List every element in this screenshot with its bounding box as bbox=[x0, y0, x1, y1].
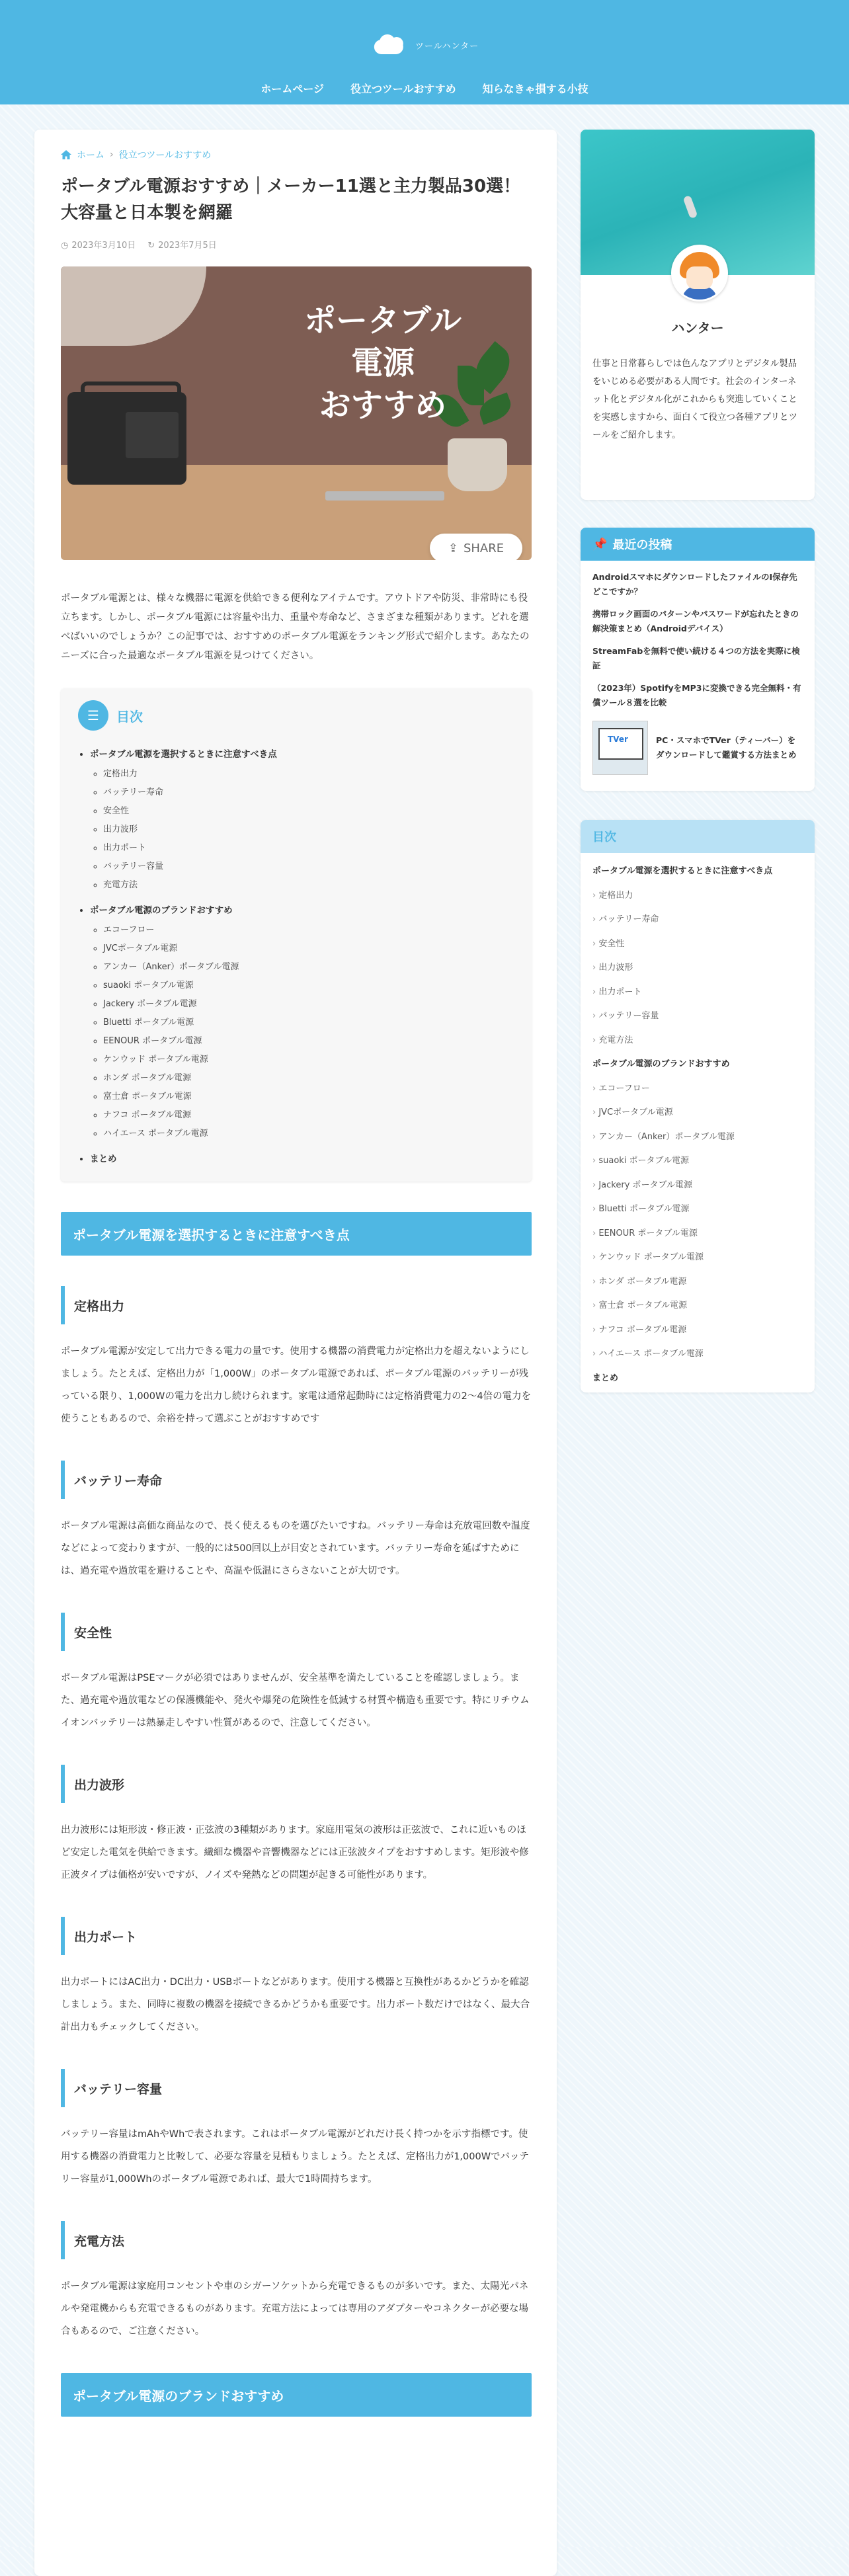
nav-item-tips[interactable]: 知らなきゃ損する小技 bbox=[482, 83, 588, 95]
toc-subitem[interactable]: ◦ Bluetti ポータブル電源 bbox=[103, 1014, 514, 1032]
paragraph: 出力波形には矩形波・修正波・正弦波の3種類があります。家庭用電気の波形は正弦波で、これに近いものほど安定した電気を供給できます。繊細な機器や音響機器などには正弦波タイプをおすすめします。矩形波や修正波タイプは価格が安いですが、ノイズや発熱などの問題が起きる可能性があります。 bbox=[61, 1825, 529, 1880]
toc-title: 目次 bbox=[116, 708, 143, 725]
toc-item[interactable]: • ポータブル電源のブランドおすすめ ◦ エコーフロー ◦ JVCポータブル電源 ◦ アンカー（Anker）ポータブル電源 ◦ suaoki ポータブル電源 ◦ Jackery ポータブル電源 ◦ Bluetti ポータブル電源 ◦ EENOUR ポータブル電源 ◦ ケンウッド ポータブル電源 ◦ ホンダ ポータブル電源 ◦ 富士倉 ポータブル電源 ◦ ナフコ ポータブル電源 ◦ ハイエース ポータブル電源 bbox=[90, 901, 514, 1143]
profile-widget bbox=[581, 130, 815, 500]
hero-caption: ポータブル 電源 おすすめ bbox=[303, 302, 462, 424]
breadcrumb bbox=[61, 148, 532, 161]
toc-item[interactable]: • まとめ bbox=[90, 1150, 514, 1168]
toc-subitem[interactable]: ◦ 定格出力 bbox=[103, 765, 514, 784]
post-dates bbox=[61, 238, 532, 251]
toc-subitem[interactable]: ◦ ハイエース ポータブル電源 bbox=[103, 1125, 514, 1143]
toc-subitem[interactable]: ◦ エコーフロー bbox=[103, 921, 514, 940]
toc-subitem[interactable]: ◦ バッテリー容量 bbox=[103, 858, 514, 876]
paragraph: バッテリー容量はmAhやWhで表されます。これはポータブル電源がどれだけ長く持つかを示す指標です。使用する機器の消費電力と比較して、必要な容量を見積もりましょう。たとえば、定格出力が1,000Wでバッテリー容量が1,000Whのポータブル電源であれば、最大で1時間持ちます。 bbox=[61, 2129, 530, 2185]
sidebar-toc-item[interactable]: ポータブル電源を選択するときに注意すべき点 bbox=[592, 866, 773, 876]
paragraph: ポータブル電源は高価な商品なので、長く使えるものを選びたいですね。バッテリー寿命は充放電回数や温度などによって変わりますが、一般的には500回以上が目安とされています。バッテリー寿命を延ばすためには、過充電や過放電を避けることや、高温や低温にさらさないことが大切です。 bbox=[61, 1521, 530, 1576]
site-header bbox=[0, 0, 849, 104]
sidebar-toc-subitem[interactable]: › JVCポータブル電源 bbox=[592, 1101, 803, 1125]
share-icon: ⇪ bbox=[448, 541, 458, 555]
toc-subitem[interactable]: ◦ 出力波形 bbox=[103, 821, 514, 839]
sidebar-toc-subitem[interactable]: › 出力波形 bbox=[592, 956, 803, 981]
subsection-heading: 定格出力 bbox=[61, 1286, 532, 1324]
sidebar-toc-subitem[interactable]: › ナフコ ポータブル電源 bbox=[592, 1318, 803, 1343]
recent-post-link[interactable]: StreamFabを無料で使い続ける４つの方法を実際に検証 bbox=[592, 646, 800, 670]
sidebar-toc-subitem[interactable]: › バッテリー容量 bbox=[592, 1004, 803, 1029]
toc-item[interactable]: • ポータブル電源を選択するときに注意すべき点 ◦ 定格出力 ◦ バッテリー寿命 ◦ 安全性 ◦ 出力波形 ◦ 出力ポート ◦ バッテリー容量 ◦ 充電方法 bbox=[90, 745, 514, 895]
chevron-right-icon: › bbox=[110, 149, 114, 160]
home-icon bbox=[61, 150, 71, 159]
recent-post-link[interactable] bbox=[592, 714, 803, 782]
recent-post-title: PC・スマホでTVer（ティーバー）をダウンロードして鑑賞する方法まとめ bbox=[656, 735, 797, 760]
site-logo[interactable] bbox=[370, 33, 479, 57]
article-card bbox=[34, 130, 557, 2576]
nav-item-tools[interactable]: 役立つツールおすすめ bbox=[350, 83, 456, 95]
share-button[interactable]: ⇪ SHARE bbox=[430, 534, 522, 560]
subsection-heading: バッテリー容量 bbox=[61, 2069, 532, 2107]
post-title: ポータブル電源おすすめ｜メーカー11選と主力製品30選！大容量と日本製を網羅 bbox=[61, 177, 521, 223]
section-heading: ポータブル電源を選択するときに注意すべき点 bbox=[61, 1212, 532, 1256]
sidebar-toc-subitem[interactable]: › 充電方法 bbox=[592, 1029, 803, 1053]
sidebar-toc-subitem[interactable]: › エコーフロー bbox=[592, 1077, 803, 1102]
toc-subitem[interactable]: ◦ EENOUR ポータブル電源 bbox=[103, 1032, 514, 1051]
sidebar-toc-subitem[interactable]: › 定格出力 bbox=[592, 884, 803, 908]
sidebar-toc-subitem[interactable]: › ハイエース ポータブル電源 bbox=[592, 1342, 803, 1367]
sidebar-toc-subitem[interactable]: › 富士倉 ポータブル電源 bbox=[592, 1294, 803, 1318]
subsection-heading: 出力ポート bbox=[61, 1917, 532, 1955]
recent-post-link[interactable]: （2023年）SpotifyをMP3に変換できる完全無料・有償ツール８選を比較 bbox=[592, 683, 801, 707]
sidebar-toc-subitem[interactable]: › ケンウッド ポータブル電源 bbox=[592, 1246, 803, 1270]
sidebar-toc-widget bbox=[581, 820, 815, 1392]
sidebar-toc-subitem[interactable]: › ホンダ ポータブル電源 bbox=[592, 1270, 803, 1295]
subsection-heading: 出力波形 bbox=[61, 1765, 532, 1803]
sidebar-toc-item[interactable]: ポータブル電源のブランドおすすめ bbox=[592, 1059, 730, 1069]
toc-subitem[interactable]: ◦ suaoki ポータブル電源 bbox=[103, 977, 514, 995]
paragraph: ポータブル電源は家庭用コンセントや車のシガーソケットから充電できるものが多いです。また、太陽光パネルや発電機からも充電できるものがあります。充電方法によっては専用のアダプターやコネクターが必要な場合もあるので、ご注意ください。 bbox=[61, 2281, 529, 2337]
toc-subitem[interactable]: ◦ ケンウッド ポータブル電源 bbox=[103, 1051, 514, 1069]
paragraph: ポータブル電源が安定して出力できる電力の量です。使用する機器の消費電力が定格出力を超えないようにしましょう。たとえば、定格出力が「1,000W」のポータブル電源であれば、ポータブル電源のバッテリーが残っている限り、1,000Wの電力を出力し続けられます。家電は通常起動時には定格消費電力の2〜4倍の電力を使うこともあるので、余裕を持って選ぶことがおすすめです bbox=[61, 1346, 532, 1424]
main-nav bbox=[0, 81, 849, 96]
recent-post-link[interactable]: 携帯ロック画面のパターンやパスワードが忘れたときの解決策まとめ（Androidデバイス） bbox=[592, 609, 799, 633]
clock-icon: ◷ bbox=[61, 241, 69, 251]
sidebar-toc-subitem[interactable]: › suaoki ポータブル電源 bbox=[592, 1149, 803, 1174]
profile-bio: 仕事と日常暮らしでは色んなアプリとデジタル製品をいじめる必要がある人間です。社会のインターネット化とデジタル化がこれからも突進していくことを実感しますから、面白くて役立つ各種アプリとツールをご紹介します。 bbox=[592, 358, 797, 440]
intro-paragraph: ポータブル電源とは、様々な機器に電源を供給できる便利なアイテムです。アウトドアや防災、非常時にも役立ちます。しかし、ポータブル電源には容量や出力、重量や寿命など、さまざまな種類があります。どれを選べばいいのでしょうか？この記事では、おすすめのポータブル電源をランキング形式で紹介します。あなたのニーズに合った最適なポータブル電源を見つけてください。 bbox=[61, 593, 530, 661]
toc-subitem[interactable]: ◦ バッテリー寿命 bbox=[103, 784, 514, 802]
refresh-icon: ↻ bbox=[147, 241, 155, 251]
toc-subitem[interactable]: ◦ Jackery ポータブル電源 bbox=[103, 995, 514, 1014]
updated-date: ↻ 2023年7月5日 bbox=[147, 241, 217, 251]
toc-subitem[interactable]: ◦ 富士倉 ポータブル電源 bbox=[103, 1088, 514, 1106]
published-date: ◷ 2023年3月10日 bbox=[61, 241, 136, 251]
profile-name: ハンター bbox=[671, 320, 724, 336]
breadcrumb-category[interactable]: 役立つツールおすすめ bbox=[118, 150, 212, 161]
widget-title: 📌 最近の投稿 bbox=[581, 528, 815, 561]
site-name: ツールハンター bbox=[415, 41, 479, 52]
recent-post-link[interactable]: AndroidスマホにダウンロードしたファイルのI保存先どこですか？ bbox=[592, 572, 797, 596]
paragraph: 出力ポートにはAC出力・DC出力・USBポートなどがあります。使用する機器と互換性があるかどうかを確認しましょう。また、同時に複数の機器を接続できるかどうかも重要です。出力ポート数だけではなく、最大合計出力もチェックしてください。 bbox=[61, 1977, 530, 2033]
recent-posts-widget bbox=[581, 528, 815, 791]
toc-subitem[interactable]: ◦ ホンダ ポータブル電源 bbox=[103, 1069, 514, 1088]
widget-title: 目次 bbox=[581, 820, 815, 853]
subsection-heading: バッテリー寿命 bbox=[61, 1461, 532, 1499]
sidebar-toc-subitem[interactable]: › Jackery ポータブル電源 bbox=[592, 1174, 803, 1198]
nav-item-home[interactable]: ホームページ bbox=[261, 83, 325, 95]
subsection-heading: 充電方法 bbox=[61, 2221, 532, 2259]
avatar bbox=[671, 245, 728, 302]
sidebar-toc-subitem[interactable]: › バッテリー寿命 bbox=[592, 908, 803, 932]
cloud-logo-icon bbox=[370, 33, 407, 57]
sidebar-toc-item[interactable]: まとめ bbox=[592, 1373, 619, 1383]
paragraph: ポータブル電源はPSEマークが必須ではありませんが、安全基準を満たしていることを確認しましょう。また、過充電や過放電などの保護機能や、発火や爆発の危険性を低減する材質や構造も重要です。特にリチウムイオンバッテリーは熱暴走しやすい性質があるので、注意してください。 bbox=[61, 1673, 530, 1728]
pin-icon: 📌 bbox=[592, 537, 608, 551]
list-icon: ☰ bbox=[78, 700, 108, 731]
subsection-heading: 安全性 bbox=[61, 1613, 532, 1651]
sidebar-toc-subitem[interactable]: › Bluetti ポータブル電源 bbox=[592, 1197, 803, 1222]
power-station-image bbox=[67, 392, 186, 485]
sidebar-toc-subitem[interactable]: › EENOUR ポータブル電源 bbox=[592, 1222, 803, 1246]
hero-image bbox=[61, 266, 532, 560]
toc-subitem[interactable]: ◦ 出力ポート bbox=[103, 839, 514, 858]
plant-pot bbox=[448, 438, 507, 491]
toc-subitem[interactable]: ◦ 安全性 bbox=[103, 802, 514, 821]
toc-subitem[interactable]: ◦ JVCポータブル電源 bbox=[103, 940, 514, 958]
sidebar-toc-subitem[interactable]: › 安全性 bbox=[592, 932, 803, 957]
sidebar-toc-subitem[interactable]: › 出力ポート bbox=[592, 981, 803, 1005]
sidebar-toc-subitem[interactable]: › アンカー（Anker）ポータブル電源 bbox=[592, 1125, 803, 1150]
toc-subitem[interactable]: ◦ アンカー（Anker）ポータブル電源 bbox=[103, 958, 514, 977]
section-heading: ポータブル電源のブランドおすすめ bbox=[61, 2373, 532, 2417]
breadcrumb-home[interactable]: ホーム bbox=[77, 150, 104, 161]
toc-subitem[interactable]: ◦ 充電方法 bbox=[103, 876, 514, 895]
post-thumbnail: TVer bbox=[592, 721, 648, 775]
toc-subitem[interactable]: ◦ ナフコ ポータブル電源 bbox=[103, 1106, 514, 1125]
table-of-contents bbox=[61, 688, 532, 1182]
